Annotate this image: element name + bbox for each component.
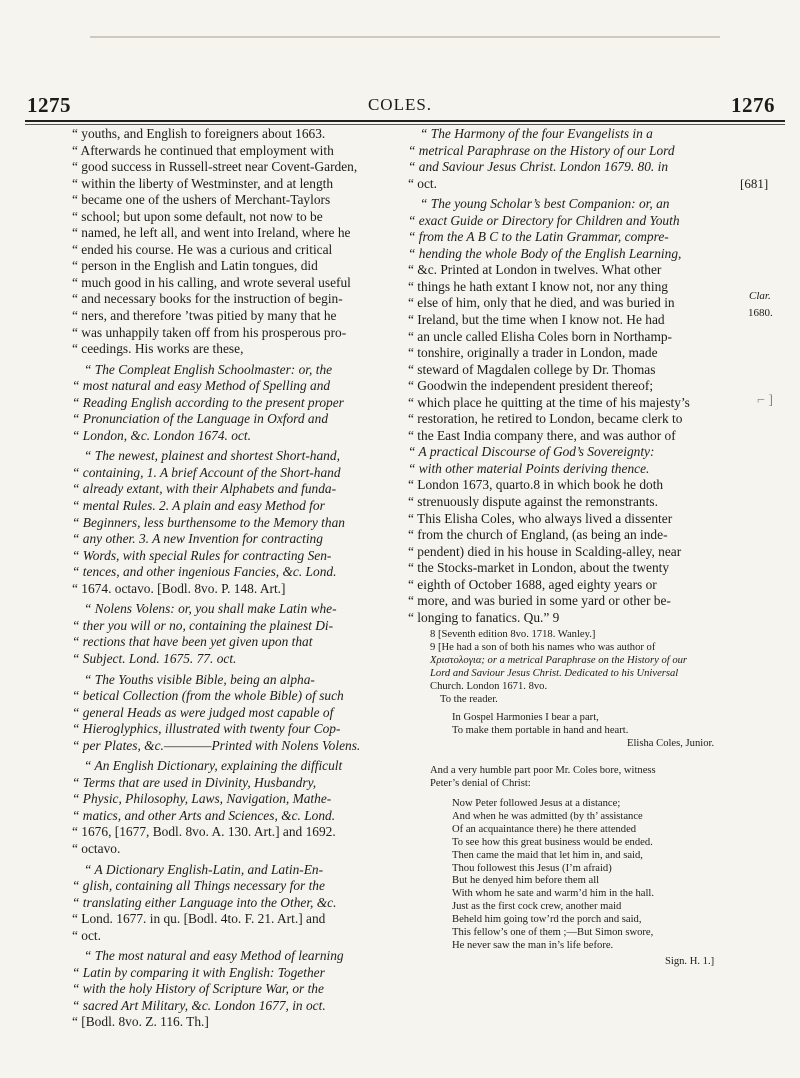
right-column-line: “ This Elisha Coles, who always lived a dissenter xyxy=(408,510,673,526)
left-column-line: “ ners, and therefore ’twas pitied by many that he xyxy=(72,308,337,324)
left-column-line: “ Terms that are used in Divinity, Husbandry, xyxy=(72,774,317,790)
right-column-line: “ which place he quitting at the time of his majesty’s xyxy=(408,394,690,410)
right-column-line: “ A practical Discourse of God’s Sovereignty: xyxy=(408,444,655,460)
right-column-line: “ steward of Magdalen college by Dr. Thomas xyxy=(408,361,656,377)
footnote-line: Church. London 1671. 8vo. xyxy=(430,681,548,692)
right-column-line: “ eighth of October 1688, aged eighty years or xyxy=(408,576,657,592)
right-column-line: “ Goodwin the independent president thereof; xyxy=(408,378,654,394)
left-column-line: “ named, he left all, and went into Ireland, where he xyxy=(72,225,351,241)
left-column-line: “ became one of the ushers of Merchant-Taylors xyxy=(72,192,331,208)
right-column-line: “ else of him, only that he died, and was buried in xyxy=(408,295,675,311)
right-column-line: “ with other material Points deriving thence. xyxy=(408,460,650,476)
left-column-line: “ youths, and English to foreigners about 1663. xyxy=(72,126,326,141)
right-column-line: “ hending the whole Body of the English Learning, xyxy=(408,245,682,261)
left-column-line: “ within the liberty of Westminster, and at length xyxy=(72,175,334,191)
right-column-line: “ pendent) died in his house in Scalding-alley, near xyxy=(408,543,682,559)
signature-mark: Sign. H. 1.] xyxy=(665,956,715,967)
right-column-line: “ strenuously dispute against the remonstrants. xyxy=(408,494,658,510)
left-column-line: “ The Youths visible Bible, being an alpha- xyxy=(84,671,315,687)
prose-note xyxy=(430,764,750,790)
verse-line: Of an acquaintance there) he there attended xyxy=(452,823,637,835)
left-column-line: “ The most natural and easy Method of learning xyxy=(84,948,344,964)
left-column-line: “ general Heads as were judged most capable of xyxy=(72,704,334,720)
left-column-line: “ Words, with special Rules for contracting Sen- xyxy=(72,547,332,563)
left-column-line: “ glish, containing all Things necessary for the xyxy=(72,878,325,894)
verse-line: To see how this great business would be ended. xyxy=(452,836,653,848)
left-column-line: “ tences, and other ingenious Fancies, &c. Lond. xyxy=(72,564,337,580)
verse-line: But he denyed him before them all xyxy=(452,875,600,887)
right-column-line: “ The Harmony of the four Evangelists in a xyxy=(420,126,653,141)
margin-note-year: 1680. xyxy=(748,307,773,319)
verse-line: Beheld him going tow’rd the porch and said, xyxy=(452,914,642,926)
margin-bracket-mark: ⌐ ] xyxy=(757,393,774,408)
verse-line: With whom he sate and warm’d him in the hall. xyxy=(452,888,654,900)
left-column-line: “ octavo. xyxy=(72,840,121,856)
left-column-line: “ The Compleat English Schoolmaster: or, the xyxy=(84,361,333,377)
right-column-line: “ and Saviour Jesus Christ. London 1679. 80. in xyxy=(408,159,669,175)
right-column-line: “ an uncle called Elisha Coles born in Northamp- xyxy=(408,328,673,344)
left-column-line: “ sacred Art Military, &c. London 1677, in oct. xyxy=(72,997,326,1013)
left-column-line: “ mental Rules. 2. A plain and easy Method for xyxy=(72,498,325,514)
verse-line: And when he was admitted (by th’ assistance xyxy=(452,810,643,822)
left-column-line: “ per Plates, &c.————Printed with Nolens Volens. xyxy=(72,737,361,753)
right-column-line: “ exact Guide or Directory for Children and Youth xyxy=(408,212,680,228)
left-column-line: “ containing, 1. A brief Account of the Short-hand xyxy=(72,464,341,480)
left-column-line: “ good success in Russell-street near Covent-Garden, xyxy=(72,159,358,175)
verse-line: This fellow’s one of them ;—But Simon swore, xyxy=(452,927,654,939)
footnotes xyxy=(430,628,750,706)
verse-line: Just as the first cock crew, another maid xyxy=(452,901,622,913)
right-column-line: “ from the A B C to the Latin Grammar, compre- xyxy=(408,229,669,245)
footnote-line: 8 [Seventh edition 8vo. 1718. Wanley.] xyxy=(430,629,596,640)
verse-line: Thou followest this Jesus (I’m afraid) xyxy=(452,862,612,874)
verse-line: He never saw the man in’s life before. xyxy=(452,939,614,951)
right-page-number: 1276 xyxy=(731,93,775,117)
footnote-line: Lord and Saviour Jesus Christ. Dedicated to his Universal xyxy=(430,668,679,679)
footnote-line: To the reader. xyxy=(440,694,498,705)
left-column-line: “ and necessary books for the instruction of begin- xyxy=(72,291,343,307)
verse-harmonies xyxy=(452,712,752,751)
right-column-line: “ from the church of England, (as being an inde- xyxy=(408,527,668,543)
verse-line: Elisha Coles, Junior. xyxy=(627,737,715,749)
left-page-number: 1275 xyxy=(27,93,71,117)
left-column-line: “ with the holy History of Scripture War, or the xyxy=(72,981,324,997)
left-column-line: “ [Bodl. 8vo. Z. 116. Th.] xyxy=(72,1014,209,1030)
header-rule-thin xyxy=(25,124,785,125)
left-column-line: “ Nolens Volens: or, you shall make Latin whe- xyxy=(84,601,337,617)
left-column-line: “ Physic, Philosophy, Laws, Navigation, Mathe- xyxy=(72,791,332,807)
footnote-line: Χριστολογια; or a metrical Paraphrase on the History of our xyxy=(430,655,688,666)
right-column-line: “ things he hath extant I know not, nor any thing xyxy=(408,278,668,294)
left-column-line: “ London, &c. London 1674. oct. xyxy=(72,427,251,443)
left-column-line: “ oct. xyxy=(72,927,101,943)
left-column-line: “ ceedings. His works are these, xyxy=(72,341,244,357)
header-rule xyxy=(25,120,785,122)
right-column-line: “ tonshire, originally a trader in London, made xyxy=(408,345,658,361)
right-column-line: “ restoration, he retired to London, became clerk to xyxy=(408,411,683,427)
left-column xyxy=(72,126,390,1031)
left-column-line: “ translating either Language into the Other, &c. xyxy=(72,894,337,910)
left-column-line: “ most natural and easy Method of Spelling and xyxy=(72,378,331,394)
left-column-line: “ 1674. octavo. [Bodl. 8vo. P. 148. Art.] xyxy=(72,580,286,596)
left-column-line: “ betical Collection (from the whole Bible) of such xyxy=(72,688,344,704)
left-column-line: “ much good in his calling, and wrote several useful xyxy=(72,274,351,290)
margin-bracket-reference: [681] xyxy=(740,176,769,191)
left-column-line: “ Subject. Lond. 1675. 77. oct. xyxy=(72,650,237,666)
running-title: COLES. xyxy=(367,95,433,114)
left-column-line: “ was unhappily taken off from his prosperous pro- xyxy=(72,324,347,340)
left-column-line: “ Lond. 1677. in qu. [Bodl. 4to. F. 21. Art.] and xyxy=(72,911,326,927)
prose-line: Peter’s denial of Christ: xyxy=(430,778,531,789)
left-column-line: “ ended his course. He was a curious and critical xyxy=(72,241,333,257)
right-column-line: “ Ireland, but the time when I know not. He had xyxy=(408,312,665,328)
prose-line: And a very humble part poor Mr. Coles bore, witness xyxy=(430,765,656,776)
verse-peter-denial xyxy=(452,798,752,953)
right-column-line: “ metrical Paraphrase on the History of our Lord xyxy=(408,142,675,158)
right-column-line: “ The young Scholar’s best Companion: or, an xyxy=(420,196,670,212)
left-column-line: “ person in the English and Latin tongues, did xyxy=(72,258,318,274)
left-column-line: “ Beginners, less burthensome to the Memory than xyxy=(72,514,345,530)
right-column-line: “ longing to fanatics. Qu.” 9 xyxy=(408,609,560,625)
left-column-line: “ school; but upon some default, not now to be xyxy=(72,208,323,224)
top-edge-mark xyxy=(90,36,720,38)
left-column-line: “ matics, and other Arts and Sciences, &c. Lond. xyxy=(72,807,336,823)
verse-line: Now Peter followed Jesus at a distance; xyxy=(452,798,621,809)
right-column-line: “ the Stocks-market in London, about the twenty xyxy=(408,560,670,576)
right-column-line: “ more, and was buried in some yard or other be- xyxy=(408,593,671,609)
left-column-line: “ Reading English according to the present proper xyxy=(72,394,344,410)
right-column-line: “ oct. xyxy=(408,175,437,191)
verse-line: Then came the maid that let him in, and said, xyxy=(452,849,643,861)
right-column-line: “ the East India company there, and was author of xyxy=(408,427,676,443)
right-column xyxy=(408,126,730,626)
left-column-line: “ already extant, with their Alphabets and funda- xyxy=(72,481,337,497)
verse-line: In Gospel Harmonies I bear a part, xyxy=(452,712,599,723)
verse-line: To make them portable in hand and heart. xyxy=(452,724,629,736)
left-column-line: “ rections that have been yet given upon that xyxy=(72,634,313,650)
left-column-line: “ 1676, [1677, Bodl. 8vo. A. 130. Art.] and 1692. xyxy=(72,824,336,840)
left-column-line: “ An English Dictionary, explaining the difficult xyxy=(84,758,343,774)
left-column-line: “ Pronunciation of the Language in Oxford and xyxy=(72,411,329,427)
left-column-line: “ The newest, plainest and shortest Short-hand, xyxy=(84,448,340,464)
left-column-line: “ ther you will or no, containing the plainest Di- xyxy=(72,617,334,633)
left-column-line: “ Afterwards he continued that employment with xyxy=(72,142,334,158)
left-column-line: “ Hieroglyphics, illustrated with twenty four Cop- xyxy=(72,721,341,737)
right-column-line: “ London 1673, quarto.8 in which book he doth xyxy=(408,477,664,493)
margin-note-clar: Clar. xyxy=(749,290,771,302)
right-column-line: “ &c. Printed at London in twelves. What other xyxy=(408,262,662,278)
left-column-line: “ A Dictionary English-Latin, and Latin-En- xyxy=(84,861,324,877)
footnote-line: 9 [He had a son of both his names who was author of xyxy=(430,642,656,653)
left-column-line: “ Latin by comparing it with English: Together xyxy=(72,964,325,980)
left-column-line: “ any other. 3. A new Invention for contracting xyxy=(72,531,323,547)
